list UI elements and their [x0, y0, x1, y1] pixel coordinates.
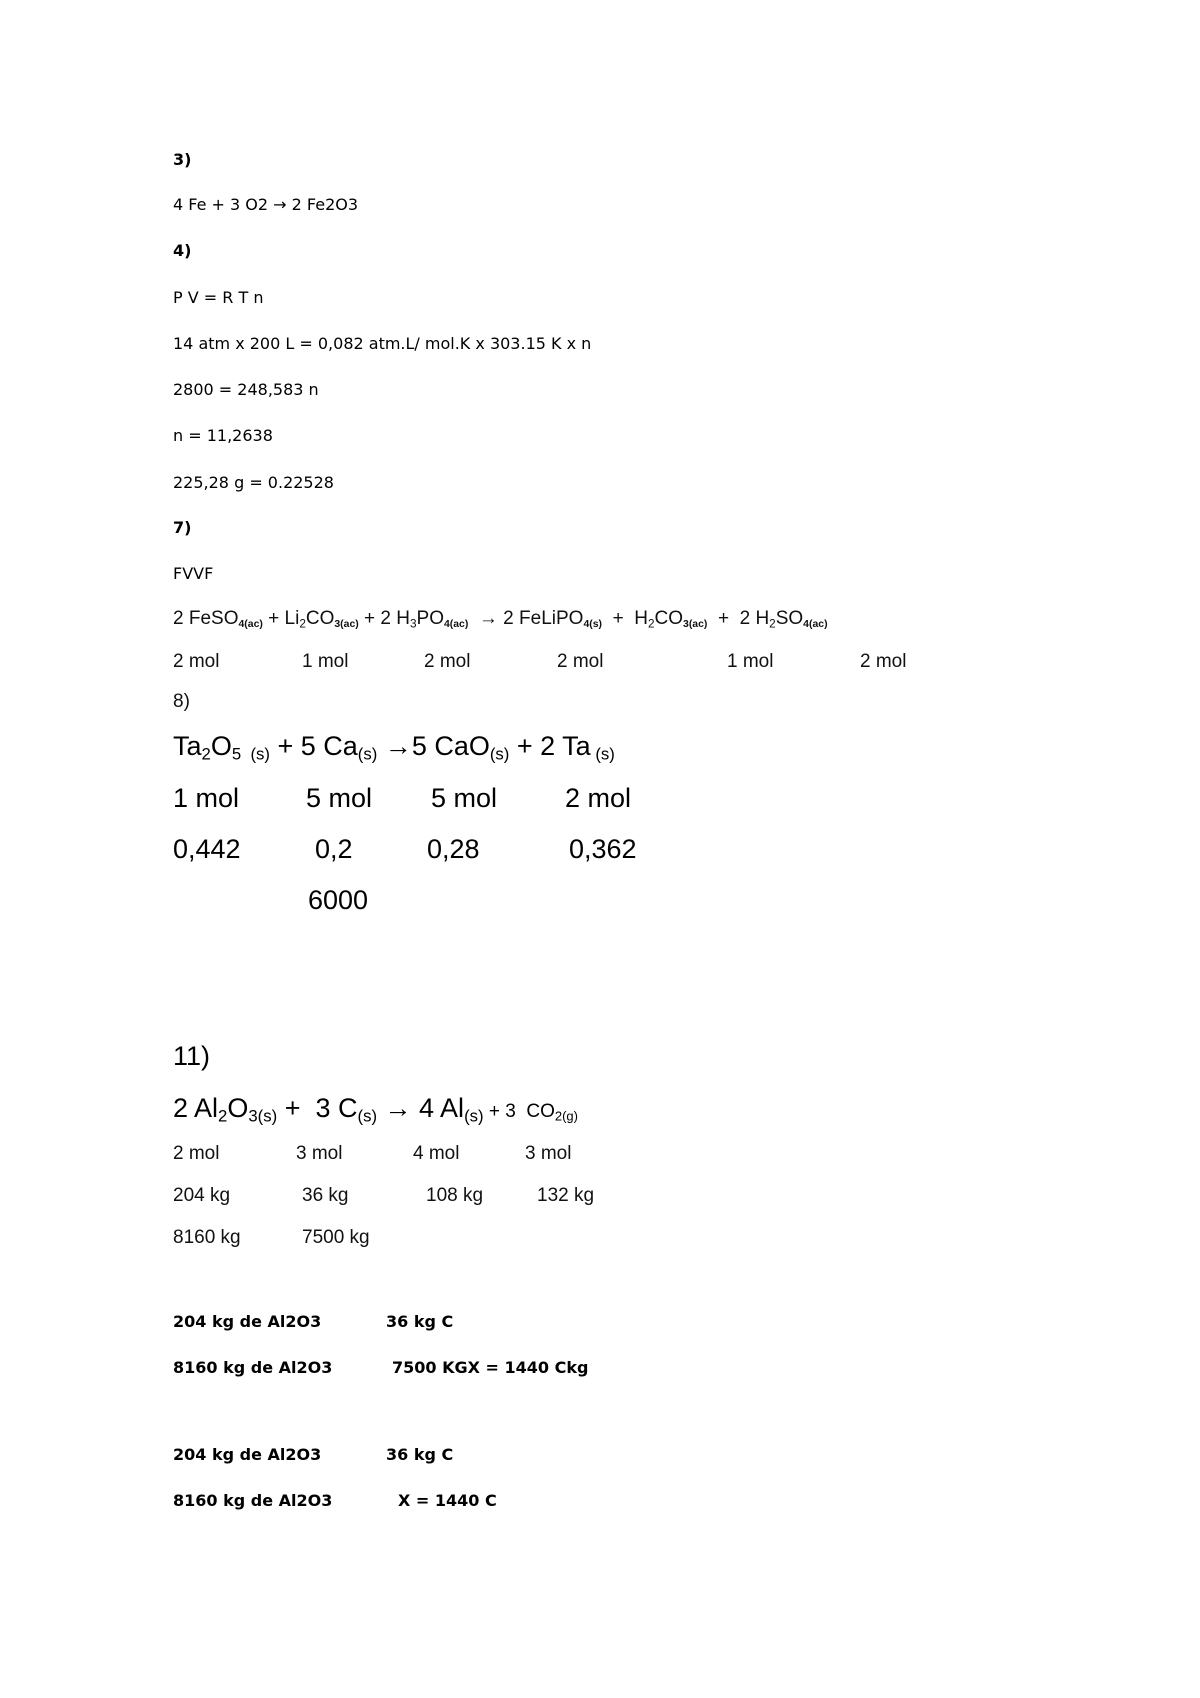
eq-text: CO [305, 608, 335, 629]
q8-value-2: 0,2 [315, 834, 353, 864]
eq-text: CO [654, 608, 684, 629]
eq-sub: (s) [357, 1106, 378, 1126]
q11-rule1-b2: 7500 KGX = 1440 Ckg [392, 1358, 589, 1377]
q7-equation [173, 609, 828, 631]
eq-sub: 2 [218, 1106, 228, 1126]
q11-rule1-a2: 8160 kg de Al2O3 [173, 1358, 333, 1377]
q8-mole-3: 5 mol [431, 783, 498, 813]
q7-mole-5: 1 mol [727, 651, 774, 672]
q7-mole-2: 1 mol [302, 651, 349, 672]
eq-text: O [227, 1093, 249, 1123]
q11-rule1-a1: 204 kg de Al2O3 [173, 1312, 322, 1331]
eq-text: + 2 H [358, 608, 410, 629]
q7-mole-1: 2 mol [173, 651, 220, 672]
q4-result-g: 225,28 g = 0.22528 [173, 473, 334, 492]
eq-text: + 5 Ca [269, 731, 358, 761]
eq-text: O [210, 731, 232, 761]
q11-given-2: 7500 kg [302, 1227, 370, 1248]
eq-text: PO [416, 608, 444, 629]
eq-sub: 2 [769, 617, 776, 631]
eq-sub: 4 [803, 619, 809, 631]
eq-text: →5 CaO [377, 731, 490, 761]
eq-sub: 4 [583, 619, 590, 631]
q8-mole-4: 2 mol [565, 783, 632, 813]
eq-sub: 2 [201, 744, 211, 764]
q11-rule2-b1: 36 kg C [386, 1445, 454, 1464]
eq-arrow: → 2 FeLiPO [468, 608, 584, 629]
eq-sub: 3(s) [248, 1106, 278, 1126]
q11-mass-2: 36 kg [302, 1185, 349, 1206]
q11-rule1-b1: 36 kg C [386, 1312, 454, 1331]
eq-sub: (s) [464, 1106, 484, 1126]
eq-text: 2 FeSO [173, 608, 239, 629]
q11-mass-4: 132 kg [537, 1185, 595, 1206]
eq-text: + 2 H [707, 608, 770, 629]
eq-text: 2 Al [173, 1093, 219, 1123]
eq-sub: (s) [589, 619, 603, 631]
q11-mole-4: 3 mol [525, 1143, 572, 1164]
eq-sub: (ac) [449, 619, 469, 631]
q8-value-1: 0,442 [173, 834, 241, 864]
eq-sub: 3(ac) [683, 619, 708, 631]
q11-rule2-a1: 204 kg de Al2O3 [173, 1445, 322, 1464]
eq-sub: 2(g) [554, 1108, 578, 1124]
eq-sub: 5 (s) [231, 744, 270, 764]
eq-sub: 3(ac) [334, 619, 359, 631]
q11-mole-2: 3 mol [296, 1143, 343, 1164]
q11-label: 11) [173, 1041, 211, 1071]
q8-label: 8) [173, 691, 190, 712]
q11-mass-3: 108 kg [426, 1185, 484, 1206]
q11-mass-1: 204 kg [173, 1185, 231, 1206]
q4-substitution: 14 atm x 200 L = 0,082 atm.L/ mol.K x 303.15 K x n [173, 334, 592, 353]
q8-value-3: 0,28 [427, 834, 480, 864]
q7-answer: FVVF [173, 564, 214, 583]
q8-equation [173, 733, 615, 763]
eq-sub: 4 [238, 619, 245, 631]
eq-sub: 2 [299, 617, 306, 631]
eq-sub: (s) [489, 744, 510, 764]
q11-equation [173, 1095, 578, 1125]
q4-label: 4) [173, 241, 192, 260]
eq-sub: 4 [443, 619, 450, 631]
q7-mole-6: 2 mol [860, 651, 907, 672]
eq-text: + 3 CO [483, 1101, 555, 1122]
eq-sub: (ac) [808, 619, 828, 631]
q8-value-4: 0,362 [569, 834, 637, 864]
eq-sub: 2 [647, 617, 655, 631]
q7-label: 7) [173, 518, 192, 537]
q4-result-n: n = 11,2638 [173, 426, 273, 445]
eq-sub: (s) [590, 744, 615, 764]
q7-mole-3: 2 mol [424, 651, 471, 672]
q3-label: 3) [173, 150, 192, 169]
q4-step: 2800 = 248,583 n [173, 380, 319, 399]
eq-text: + 3 C [277, 1093, 358, 1123]
q8-extra: 6000 [308, 885, 369, 915]
q11-mole-1: 2 mol [173, 1143, 220, 1164]
q11-given-1: 8160 kg [173, 1227, 241, 1248]
q11-mole-3: 4 mol [413, 1143, 460, 1164]
q3-equation: 4 Fe + 3 O2 → 2 Fe2O3 [173, 195, 359, 214]
eq-text: + Li [262, 608, 300, 629]
q11-rule2-b2: X = 1440 C [398, 1491, 497, 1510]
eq-text: Ta [173, 731, 202, 761]
eq-text: → 4 Al [377, 1093, 465, 1123]
eq-sub: (s) [357, 744, 378, 764]
q8-mole-2: 5 mol [306, 783, 373, 813]
eq-text: SO [775, 608, 804, 629]
q7-mole-4: 2 mol [557, 651, 604, 672]
eq-sub: 3 [409, 617, 417, 631]
eq-sub: (ac) [244, 619, 263, 631]
q4-formula: P V = R T n [173, 288, 264, 307]
eq-text: + 2 Ta [509, 731, 591, 761]
q8-mole-1: 1 mol [173, 783, 240, 813]
q11-rule2-a2: 8160 kg de Al2O3 [173, 1491, 333, 1510]
eq-text: + H [602, 608, 648, 629]
